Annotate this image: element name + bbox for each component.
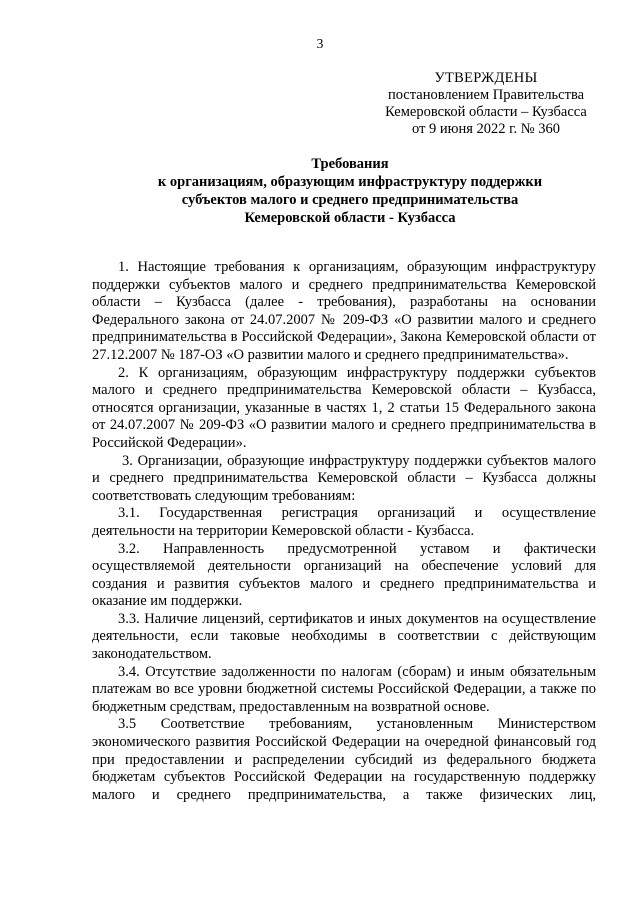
title-line: субъектов малого и среднего предпринимательства [181,192,519,208]
approval-line: постановлением Правительства [387,87,585,103]
paragraph-3-5: 3.5 Соответствие требованиям, установленным Министерством экономического развития Российской Федерации на очередной финансовый год при предоставлении и распределении субсидий из федерального бюджета бюджетам субъектов Российской Федерации на государственную поддержку малого и среднего предпринимательства, а также физических лиц, [92,716,596,803]
paragraph-1: 1. Настоящие требования к организациям, образующим инфраструктуру поддержки субъектов малого и среднего предпринимательства Кемеровской области – Кузбасса (далее - требования), разработаны на основании Федерального закона от 24.07.2007 № 209-ФЗ «О развитии малого и среднего предпринимательства в Российской Федерации», Закона Кемеровской области от 27.12.2007 № 187-ОЗ «О развитии малого и среднего предпринимательства». [92,259,596,363]
title-line: Требования [311,156,389,172]
paragraph-3-1: 3.1. Государственная регистрация организаций и осуществление деятельности на территории Кемеровской области - Кузбасса. [92,505,596,539]
document-title [60,155,640,227]
approval-heading: УТВЕРЖДЕНЫ [434,70,538,86]
title-line: к организациям, образующим инфраструктуру поддержки [157,174,543,190]
paragraph-3: 3. Организации, образующие инфраструктуру поддержки субъектов малого и среднего предпринимательства Кемеровской области – Кузбасса должны соответствовать следующим требованиям: [92,452,596,504]
approval-date: от 9 июня 2022 г. № 360 [412,121,560,137]
paragraph-3-3: 3.3. Наличие лицензий, сертификатов и иных документов на осуществление деятельности, если таковые необходимы в соответствии с действующим законодательством. [92,610,596,663]
approval-block [376,70,596,138]
paragraph-2: 2. К организациям, образующим инфраструктуру поддержки субъектов малого и среднего предпринимательства Кемеровской области – Кузбасса, относятся организации, указанные в частях 1, 2 статьи 15 Федерального закона от 24.07.2007 № 209-ФЗ «О развитии малого и среднего предпринимательства в Российской Федерации». [92,364,596,451]
page-number: 3 [316,36,324,51]
document-body [92,259,596,804]
paragraph-3-4: 3.4. Отсутствие задолженности по налогам (сборам) и иным обязательным платежам во все уровни бюджетной системы Российской Федерации, а также по бюджетным средствам, предоставленным на возвратной основе. [92,663,596,715]
title-line: Кемеровской области - Кузбасса [244,210,456,226]
paragraph-3-2: 3.2. Направленность предусмотренной уставом и фактически осуществляемой деятельности организаций на обеспечение условий для создания и развития субъектов малого и среднего предпринимательства и оказание им поддержки. [92,540,596,610]
approval-line: Кемеровской области – Кузбасса [385,104,587,120]
